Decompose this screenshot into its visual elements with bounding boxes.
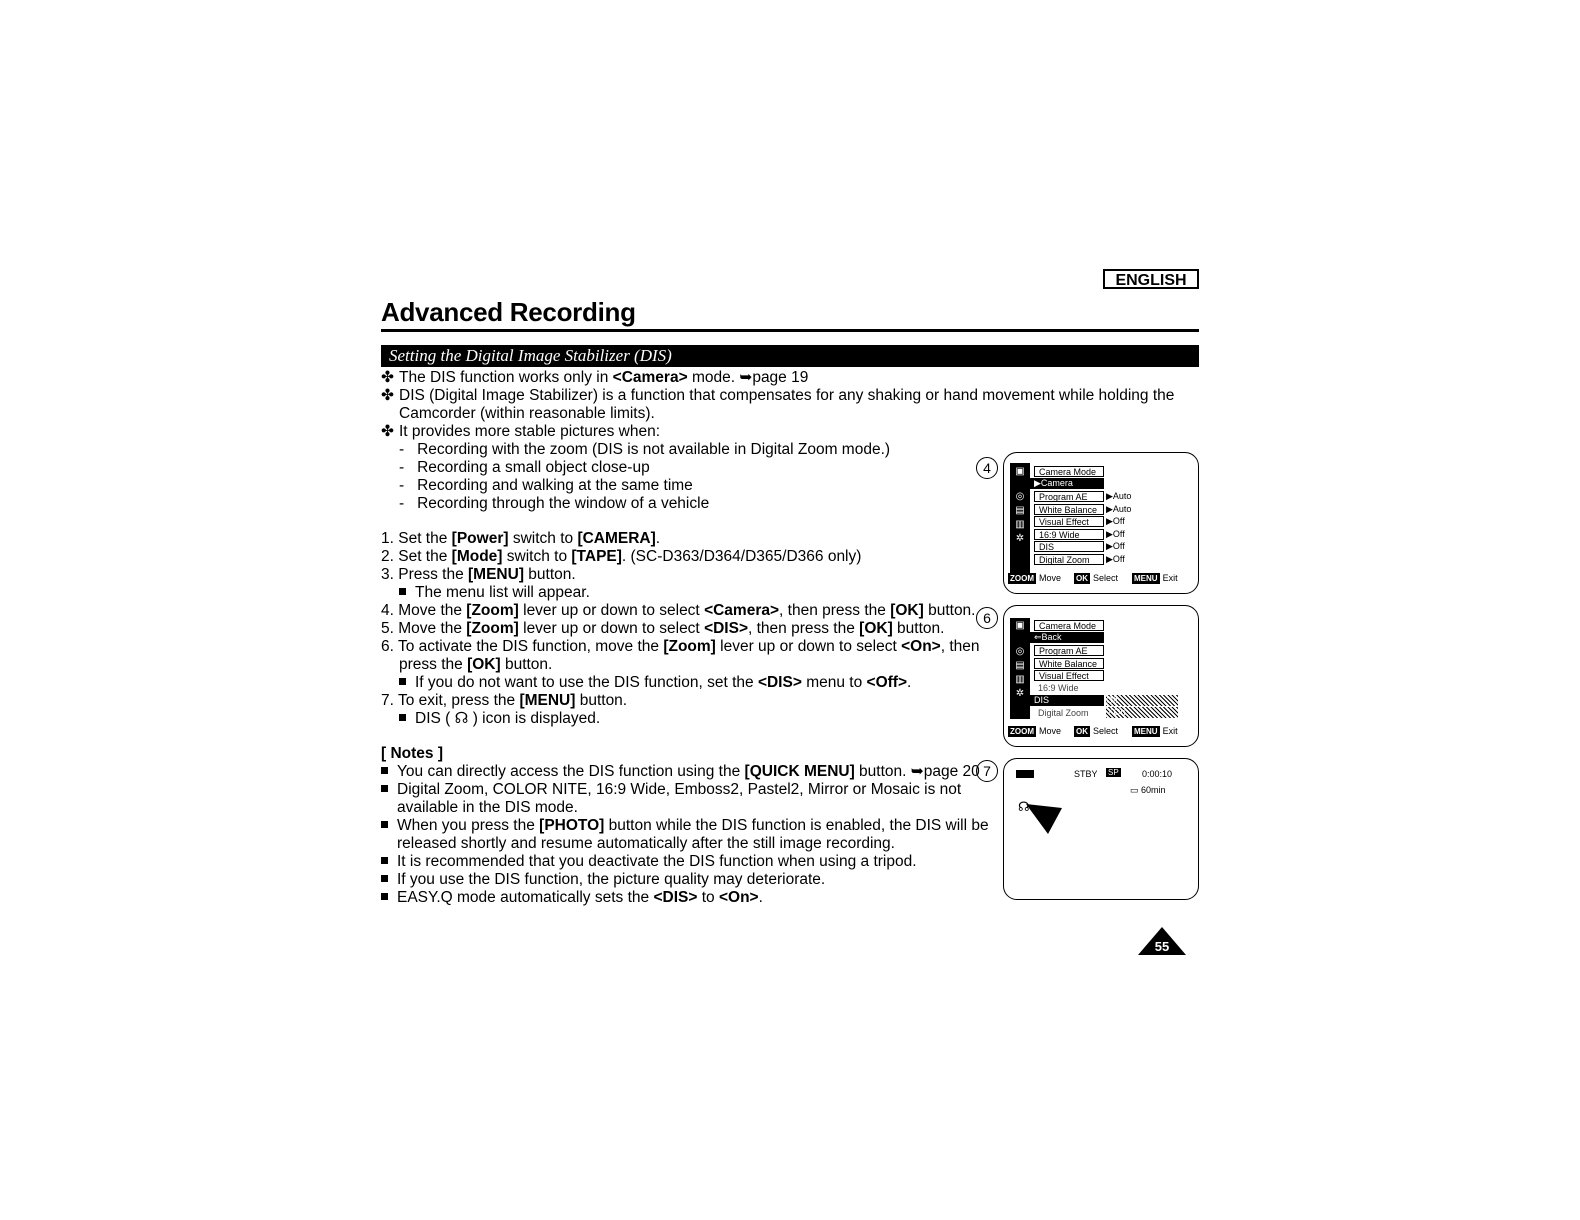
time-counter: 0:00:10 [1142, 769, 1173, 779]
tape-icon: ▥ [1015, 519, 1025, 530]
step-2: 2. Set the [Mode] switch to [TAPE]. (SC-D363/D364/D365/D366 only) [381, 548, 862, 565]
condition-item: - Recording through the window of a vehicle [399, 495, 710, 512]
step-3-sub: The menu list will appear. [399, 584, 590, 602]
language-badge: ENGLISH [1103, 269, 1199, 289]
tape-icon: ▥ [1015, 674, 1025, 685]
step-6-sub: If you do not want to use the DIS function, set the <DIS> menu to <Off>. [399, 674, 911, 692]
clover-bullet-icon: ✤ [381, 387, 394, 404]
step-number-4: 4 [976, 457, 998, 479]
menu-value: ▶Auto [1106, 504, 1132, 514]
square-bullet-icon [381, 875, 388, 882]
tape-remaining: ▭ 60min [1130, 785, 1166, 795]
square-bullet-icon [381, 821, 388, 828]
clover-bullet-icon: ✤ [381, 369, 394, 386]
note-item-continued: available in the DIS mode. [397, 799, 578, 816]
option-off[interactable]: Off [1106, 695, 1178, 706]
page-number: 55 [1154, 939, 1170, 954]
menu-item[interactable]: White Balance [1034, 504, 1104, 515]
battery-icon [1016, 770, 1034, 778]
menu-item[interactable]: DIS [1034, 541, 1104, 552]
step-4: 4. Move the [Zoom] lever up or down to select <Camera>, then press the [OK] button. [381, 602, 976, 619]
step-number-7: 7 [976, 760, 998, 782]
menu-screen-step-6 [1003, 605, 1199, 747]
note-item: Digital Zoom, COLOR NITE, 16:9 Wide, Emboss2, Pastel2, Mirror or Mosaic is not [381, 781, 961, 799]
step-6-continued: press the [OK] button. [399, 656, 553, 673]
footer-move: ZOOM Move [1010, 726, 1062, 736]
square-bullet-icon [381, 785, 388, 792]
step-3: 3. Press the [MENU] button. [381, 566, 576, 583]
note-item: EASY.Q mode automatically sets the <DIS> to <On>. [381, 889, 763, 907]
menu-item[interactable]: Digital Zoom [1034, 554, 1104, 565]
footer-exit: MENU Exit [1134, 573, 1178, 583]
menu-item-camera[interactable]: ▶Camera [1030, 478, 1104, 489]
clover-bullet-icon: ✤ [381, 423, 394, 440]
menu-item-back[interactable]: ⇐Back [1030, 632, 1104, 643]
memory-icon: ▤ [1015, 660, 1025, 671]
menu-item-dis[interactable]: DIS [1030, 695, 1104, 706]
intro-item-continued: Camcorder (within reasonable limits). [399, 405, 655, 422]
page-title: Advanced Recording [381, 297, 636, 327]
status-text: STBY [1074, 769, 1098, 779]
menu-item[interactable]: Digital Zoom [1038, 708, 1089, 718]
square-bullet-icon [399, 678, 406, 685]
square-bullet-icon [381, 767, 388, 774]
square-bullet-icon [399, 714, 406, 721]
footer-exit: MENU Exit [1134, 726, 1178, 736]
step-7: 7. To exit, press the [MENU] button. [381, 692, 628, 709]
menu-item[interactable]: Program AE [1034, 491, 1104, 502]
camera-icon: ▣ [1015, 620, 1025, 631]
step-number-6: 6 [976, 607, 998, 629]
menu-value: ▶Off [1106, 516, 1125, 526]
pointer-arrow-icon [1026, 804, 1062, 834]
intro-item: ✤ The DIS function works only in <Camera> mode. ➥page 19 [381, 369, 809, 386]
note-item: It is recommended that you deactivate the DIS function when using a tripod. [381, 853, 917, 871]
footer-select: OK Select [1076, 726, 1119, 736]
camera-icon: ▣ [1015, 466, 1025, 477]
note-item: You can directly access the DIS function using the [QUICK MENU] button. ➥page 20 [381, 763, 980, 781]
dis-hand-icon: ☊ [454, 710, 469, 727]
menu-item[interactable]: Visual Effect [1034, 670, 1104, 681]
menu-value: ▶Auto [1106, 491, 1132, 501]
notes-heading: [ Notes ] [381, 745, 443, 762]
condition-item: - Recording a small object close-up [399, 459, 650, 476]
intro-item: ✤ It provides more stable pictures when: [381, 423, 661, 440]
footer-select: OK Select [1076, 573, 1119, 583]
title-rule [381, 329, 1199, 332]
condition-item: - Recording and walking at the same time [399, 477, 693, 494]
menu-value: ▶Off [1106, 554, 1125, 564]
menu-title: Camera Mode [1034, 620, 1104, 631]
square-bullet-icon [399, 588, 406, 595]
memory-icon: ▤ [1015, 505, 1025, 516]
footer-move: ZOOM Move [1010, 573, 1062, 583]
setup-icon: ✲ [1015, 688, 1025, 699]
option-on[interactable]: ✓On [1106, 707, 1178, 718]
sp-badge: SP [1108, 768, 1119, 777]
condition-item: - Recording with the zoom (DIS is not available in Digital Zoom mode.) [399, 441, 891, 458]
menu-item[interactable]: Visual Effect [1034, 516, 1104, 527]
menu-item[interactable]: 16:9 Wide [1038, 683, 1079, 693]
intro-item: ✤ DIS (Digital Image Stabilizer) is a function that compensates for any shaking or hand movement while holding the [381, 387, 1175, 404]
menu-value: ▶Off [1106, 541, 1125, 551]
section-heading: Setting the Digital Image Stabilizer (DIS) [381, 345, 1199, 367]
setup-icon: ✲ [1015, 533, 1025, 544]
viewfinder-screen-step-7 [1003, 758, 1199, 900]
step-5: 5. Move the [Zoom] lever up or down to select <DIS>, then press the [OK] button. [381, 620, 945, 637]
page-number-badge [1138, 927, 1186, 955]
step-1: 1. Set the [Power] switch to [CAMERA]. [381, 530, 661, 547]
menu-item[interactable]: White Balance [1034, 658, 1104, 669]
menu-title: Camera Mode [1034, 466, 1104, 477]
menu-item[interactable]: Program AE [1034, 645, 1104, 656]
note-item-continued: released shortly and resume automatically after the still image recording. [397, 835, 895, 852]
step-7-sub: DIS ( ☊ ) icon is displayed. [399, 710, 600, 728]
note-item: When you press the [PHOTO] button while the DIS function is enabled, the DIS will be [381, 817, 989, 835]
menu-value: ▶Off [1106, 529, 1125, 539]
note-item: If you use the DIS function, the picture quality may deteriorate. [381, 871, 825, 889]
step-6: 6. To activate the DIS function, move the [Zoom] lever up or down to select <On>, then [381, 638, 980, 655]
dis-hand-icon: ☊ [1018, 799, 1030, 814]
menu-item[interactable]: 16:9 Wide [1034, 529, 1104, 540]
menu-screen-step-4 [1003, 452, 1199, 594]
square-bullet-icon [381, 857, 388, 864]
program-ae-icon: ◎ [1015, 491, 1025, 502]
square-bullet-icon [381, 893, 388, 900]
program-ae-icon: ◎ [1015, 646, 1025, 657]
